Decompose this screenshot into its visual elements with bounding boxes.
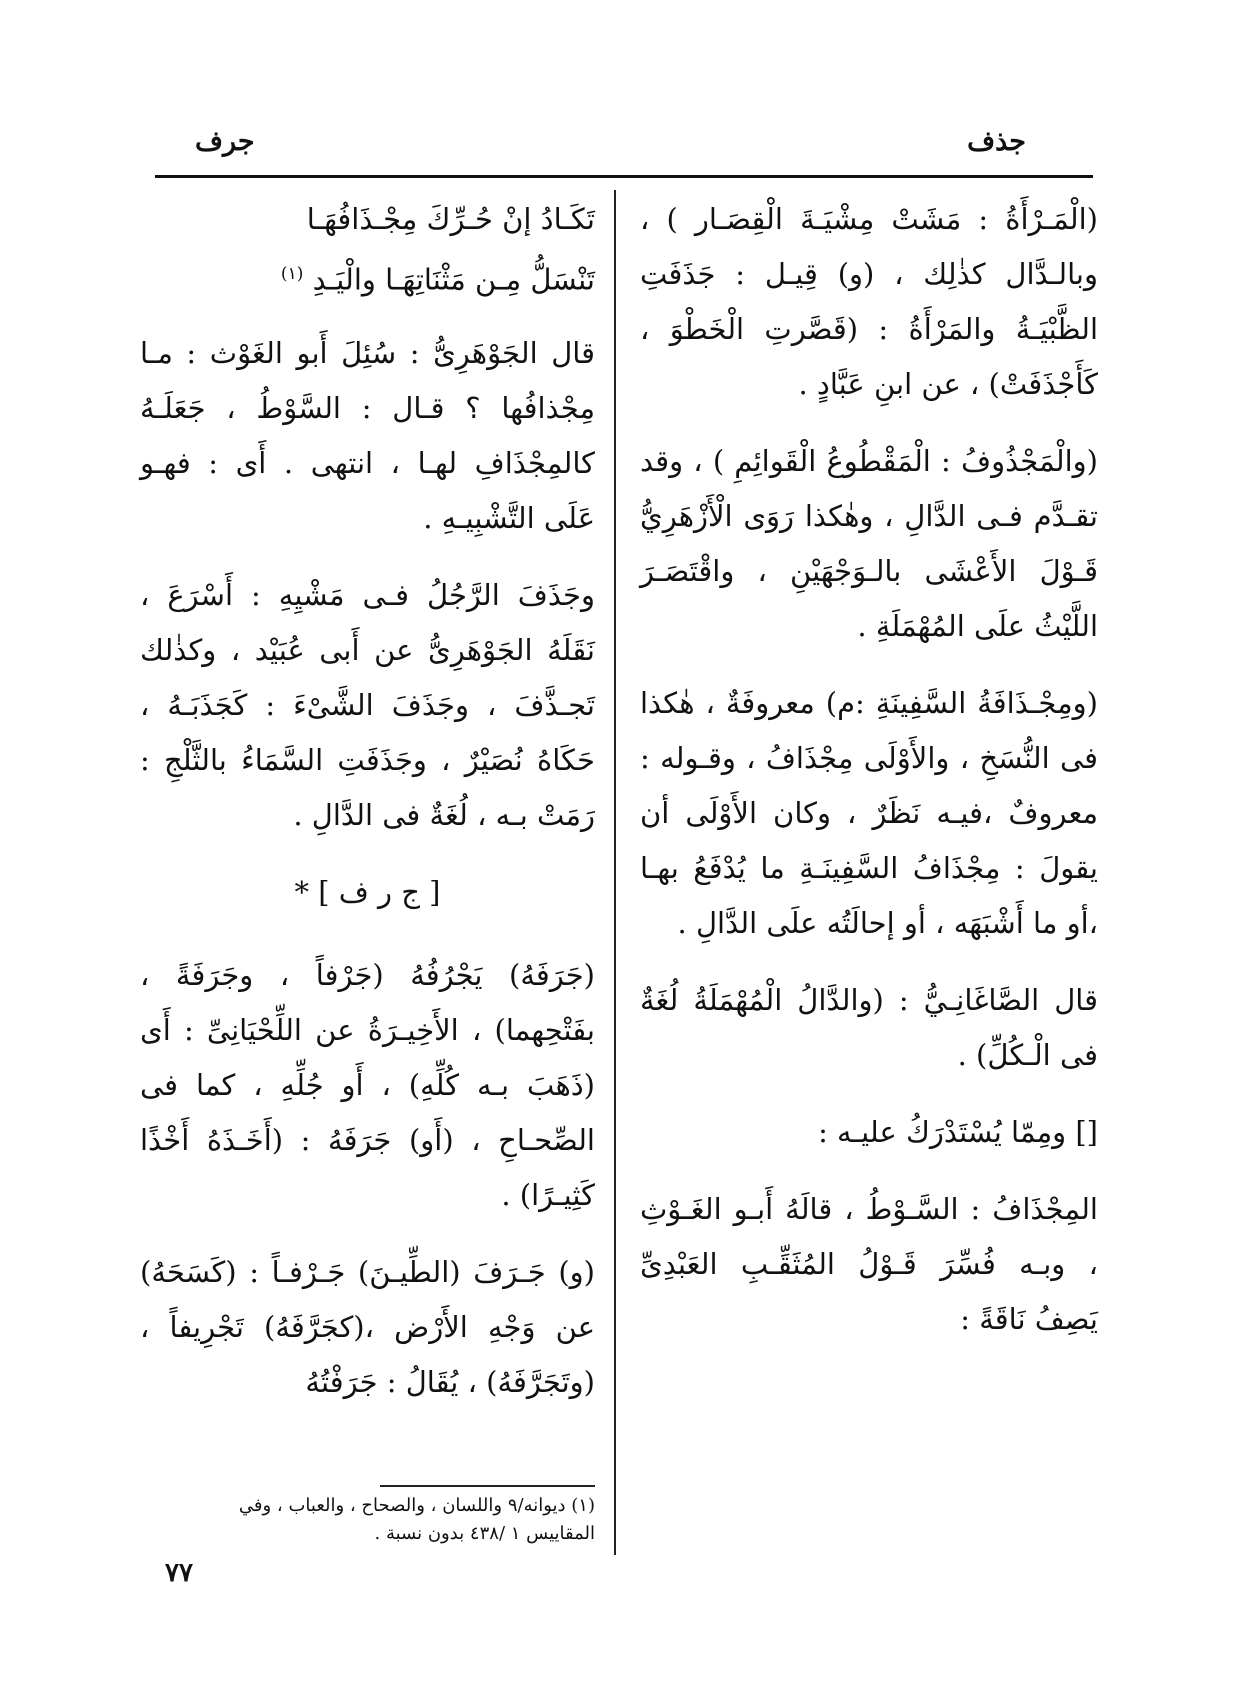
footnote-line: (١) ديوانه/٩ واللسان ، والصحاح ، والعباب ، وفي xyxy=(238,1495,595,1516)
verse-line: تَكَـادُ إنْ حُـرِّكَ مِجْـذَافُهَـا xyxy=(306,202,595,236)
paragraph: قال الصَّاغَانِـيُّ : (والدَّالُ الْمُهْمَلَةُ لُغَةٌ فى الْـكُلِّ) . xyxy=(640,983,1098,1072)
left-column xyxy=(140,192,595,1432)
verse-text: تَنْسَلُّ مِـن مَثْنَاتِهَـا والْيَـدِ xyxy=(312,262,595,297)
paragraph: [] ومِمّا يُسْتَدْرَكُ عليـه : xyxy=(818,1115,1098,1149)
paragraph: المِجْذَافُ : السَّـوْطُ ، قالَهُ أَبـو الغَـوْثِ ، وبـه فُسِّرَ قَـوْلُ المُثَقِّـبِ العَبْدِىِّ يَصِفُ نَاقَةً : xyxy=(640,1192,1098,1336)
paragraph: (و) جَـرَفَ (الطِّيـنَ) جَـرْفـاً : (كَسَحَهُ) عن وَجْهِ الأَرْض ،(كجَرَّفَهُ) تَجْرِيفاً ، (وتَجَرَّفَهُ) ، يُقَالُ : جَرَفْتُهُ xyxy=(140,1254,595,1399)
footnote-line: المقاييس ١ /٤٣٨ بدون نسبة . xyxy=(374,1523,595,1544)
column-divider xyxy=(614,190,616,1555)
running-head-right: جذف xyxy=(967,126,1026,157)
page-number: ٧٧ xyxy=(165,1558,193,1588)
verse-line xyxy=(140,247,595,308)
paragraph: قال الجَوْهَرِىُّ : سُئِلَ أَبو الغَوْث : مـا مِجْذافُها ؟ قـال : السَّوْطُ ، جَعَلَـهُ كالمِجْذَافِ لهـا ، انتهى . أَى : فهـو عَلَى التَّشْبِيـهِ . xyxy=(140,335,595,535)
right-column xyxy=(640,192,1098,1369)
header-rule xyxy=(155,175,1093,178)
paragraph: (جَرَفَهُ) يَجْرُفُهُ (جَرْفاً ، وجَرَفَةً ، بفَتْحِهما) ، الأَخِيـرَةُ عن اللِّحْيَانِىِّ : أَى (ذَهَبَ بـه كُلِّهِ) ، أَو جُلِّهِ ، كما فى الصِّحـاحِ ، (أَو) جَرَفَهُ : (أَخَـذَهُ أَخْذًا كَثِيـرًا) . xyxy=(140,957,595,1212)
paragraph: (الْمَـرْأَةُ : مَشَتْ مِشْيَـةَ الْقِصَـار ) ، وبالـدَّال كذٰلِك ، (و) قِيـل : جَذَفَتِ الظَّبْيَـةُ والمَرْأَةُ : (قَصَّرتِ الْخَطْوَ ، كَأَجْذَفَتْ) ، عن ابنِ عَبَّادٍ . xyxy=(640,202,1098,401)
entry-heading: [ ج ر ف ] * xyxy=(294,874,441,909)
paragraph: (ومِجْـذَافَةُ السَّفِينَةِ :م) معروفَةٌ ، هٰكذا فى النُّسَخِ ، والأَوْلَى مِجْذَافُ ، وقـوله : معروفٌ ،فيـه نَظَرٌ ، وكان الأَوْلَى أن يقولَ : مِجْذَافُ السَّفِينَـةِ ما يُدْفَعُ بهـا ،أو ما أَشْبَهَه ، أو إحالَتُه علَى الدَّالِ . xyxy=(640,686,1098,940)
footnote xyxy=(140,1492,595,1548)
footnote-marker: (١) xyxy=(280,264,304,284)
paragraph: وجَذَفَ الرَّجُلُ فـى مَشْيِهِ : أَسْرَعَ ، نَقَلَهُ الجَوْهَرِىُّ عن أَبى عُبَيْد ، وكذٰلك تَجـذَّفَ ، وجَذَفَ الشَّىْءَ : كَجَذَبَـهُ ، حَكَاهُ نُصَيْرٌ ، وجَذَفَتِ السَّمَاءُ بالثَّلْجِ : رَمَتْ بـه ، لُغَةٌ فى الدَّالِ . xyxy=(140,577,595,832)
poetry-verse xyxy=(140,192,595,308)
paragraph: (والْمَجْذُوفُ : الْمَقْطُوعُ الْقَوائِمِ ) ، وقد تقـدَّم فـى الدَّالِ ، وهٰكذا رَوَى الْأَزْهَرِيُّ قَـوْلَ الأَعْشَى بالـوَجْهَيْنِ ، واقْتَصَـرَ اللَّيْثُ علَى المُهْمَلَةِ . xyxy=(640,444,1098,643)
footnote-rule xyxy=(380,1485,595,1487)
running-head-left: جرف xyxy=(195,126,255,157)
